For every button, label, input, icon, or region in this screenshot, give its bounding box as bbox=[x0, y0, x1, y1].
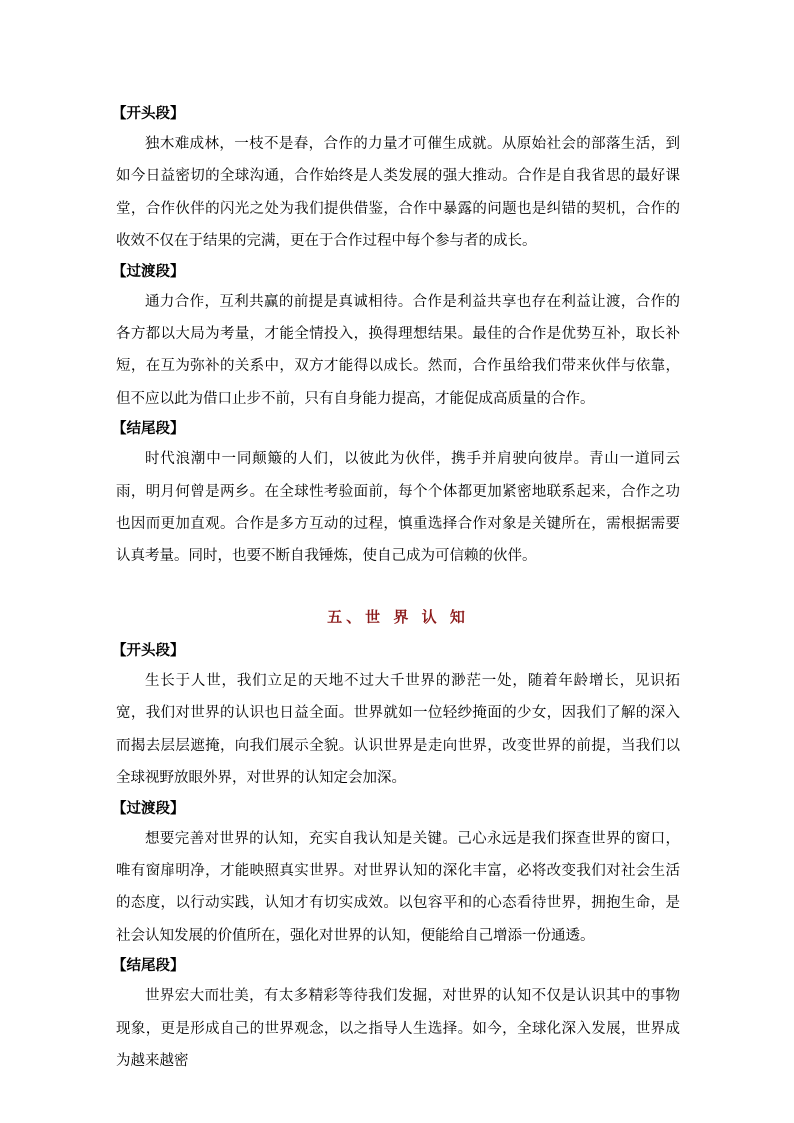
closing-paragraph-label: 【结尾段】 bbox=[112, 958, 185, 975]
transition-paragraph-label: 【过渡段】 bbox=[112, 263, 185, 280]
section-cooperation bbox=[112, 100, 680, 573]
opening-paragraph-label: 【开头段】 bbox=[112, 106, 185, 122]
section-world-cognition bbox=[112, 637, 680, 1077]
transition-paragraph-label: 【过渡段】 bbox=[112, 800, 185, 817]
transition-paragraph: 想要完善对世界的认知，充实自我认知是关键。己心永远是我们探查世界的窗口，唯有窗扉明净，才能映照真实世界。对世界认知的深化丰富，必将改变我们对社会生活的态度，以行动实践，认知才有切实成效。以包容平和的心态看待世界，拥抱生命，是社会认知发展的价值所在，强化对世界的认知，便能给自己增添一份通透。 bbox=[116, 830, 680, 944]
section-title: 五、世 界 认 知 bbox=[327, 607, 469, 626]
opening-paragraph: 生长于人世，我们立足的天地不过大千世界的渺茫一处，随着年龄增长，见识拓宽，我们对世界的认识也日益全面。世界就如一位轻纱掩面的少女，因我们了解的深入而揭去层层遮掩，向我们展示全貌。认识世界是走向世界，改变世界的前提，当我们以全球视野放眼外界，对世界的认知定会加深。 bbox=[116, 672, 680, 787]
opening-paragraph: 独木难成林，一枝不是春，合作的力量才可催生成就。从原始社会的部落生活，到如今日益密切的全球沟通，合作始终是人类发展的强大推动。合作是自我省思的最好课堂，合作伙伴的闪光之处为我们提供借鉴，合作中暴露的问题也是纠错的契机，合作的收效不仅在于结果的完满，更在于合作过程中每个参与者的成长。 bbox=[116, 136, 680, 250]
closing-paragraph: 时代浪潮中一同颠簸的人们，以彼此为伙伴，携手并肩驶向彼岸。青山一道同云雨，明月何曾是两乡。在全球性考验面前，每个个体都更加紧密地联系起来，合作之功也因而更加直观。合作是多方互动的过程，慎重选择合作对象是关键所在，需根据需要认真考量。同时，也要不断自我锤炼，使自己成为可信赖的伙伴。 bbox=[116, 451, 680, 565]
closing-paragraph-label: 【结尾段】 bbox=[112, 421, 185, 438]
opening-paragraph-label: 【开头段】 bbox=[112, 642, 185, 659]
closing-paragraph: 世界宏大而壮美，有太多精彩等待我们发掘，对世界的认知不仅是认识其中的事物现象，更是形成自己的世界观念，以之指导人生选择。如今，全球化深入发展，世界成为越来越密 bbox=[116, 988, 680, 1069]
document-body bbox=[112, 100, 680, 1077]
transition-paragraph: 通力合作，互利共赢的前提是真诚相待。合作是利益共享也存在利益让渡，合作的各方都以大局为考量，才能全情投入，换得理想结果。最佳的合作是优势互补，取长补短，在互为弥补的关系中，双方才能得以成长。然而，合作虽给我们带来伙伴与依靠，但不应以此为借口止步不前，只有自身能力提高，才能促成高质量的合作。 bbox=[116, 293, 680, 407]
